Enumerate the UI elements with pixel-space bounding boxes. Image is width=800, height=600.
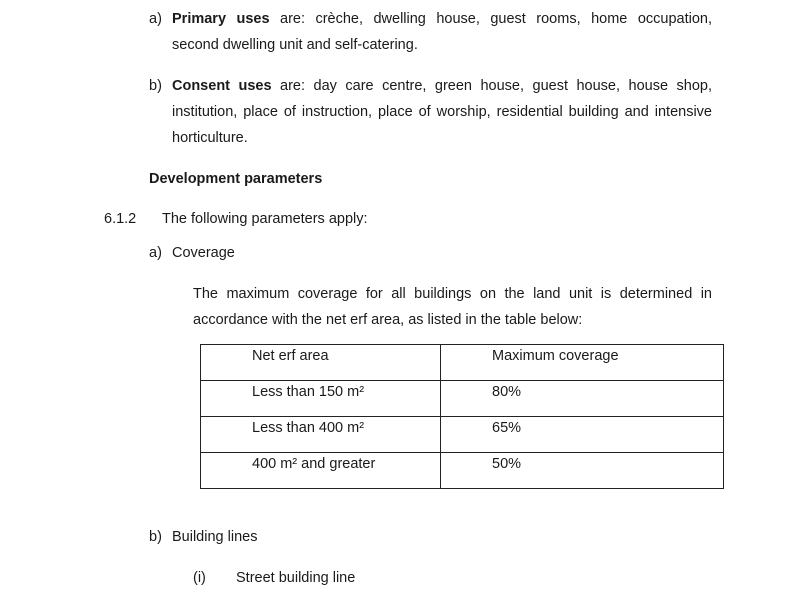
header-net-erf-area: Net erf area	[252, 348, 329, 364]
table-row	[201, 381, 724, 417]
consent-uses-marker: b)	[149, 78, 162, 94]
cell-net-erf-area: 400 m² and greater	[252, 456, 376, 472]
table-cell	[201, 453, 441, 489]
section-text: The following parameters apply:	[162, 211, 368, 227]
coverage-paragraph-line-2: accordance with the net erf area, as listed in the table below:	[193, 312, 583, 328]
street-building-line-title: Street building line	[236, 570, 356, 586]
consent-uses-label: Consent uses	[172, 78, 272, 94]
primary-uses-line-1	[172, 10, 712, 28]
header-maximum-coverage: Maximum coverage	[492, 348, 619, 364]
table-header-row	[201, 345, 724, 381]
cell-maximum-coverage: 80%	[492, 384, 522, 400]
development-parameters-heading: Development parameters	[149, 171, 323, 187]
table-header-cell	[441, 345, 724, 381]
consent-uses-line-3: horticulture.	[172, 130, 248, 146]
building-lines-title: Building lines	[172, 529, 258, 545]
coverage-table	[200, 344, 724, 489]
building-lines-marker: b)	[149, 529, 162, 545]
consent-uses-line-1	[172, 77, 712, 95]
street-building-line-marker: (i)	[193, 570, 206, 586]
cell-maximum-coverage: 50%	[492, 456, 522, 472]
coverage-marker: a)	[149, 245, 162, 261]
table-row	[201, 453, 724, 489]
primary-uses-marker: a)	[149, 11, 162, 27]
section-number: 6.1.2	[104, 211, 137, 227]
cell-net-erf-area: Less than 150 m²	[252, 384, 365, 400]
table-row	[201, 417, 724, 453]
consent-uses-line-2: institution, place of instruction, place of worship, residential building and intensive	[172, 104, 712, 120]
coverage-title: Coverage	[172, 245, 235, 261]
coverage-paragraph-line-1: The maximum coverage for all buildings on the land unit is determined in	[193, 286, 712, 302]
table-cell	[441, 417, 724, 453]
table-cell	[441, 453, 724, 489]
primary-uses-label: Primary uses	[172, 11, 270, 27]
cell-maximum-coverage: 65%	[492, 420, 522, 436]
table-cell	[441, 381, 724, 417]
consent-uses-text: are: day care centre, green house, guest house, house shop,	[271, 78, 712, 94]
table-cell	[201, 417, 441, 453]
table-cell	[201, 381, 441, 417]
primary-uses-text: are: crèche, dwelling house, guest rooms, home occupation,	[269, 11, 712, 27]
table-header-cell	[201, 345, 441, 381]
cell-net-erf-area: Less than 400 m²	[252, 420, 365, 436]
primary-uses-line-2: second dwelling unit and self-catering.	[172, 37, 418, 53]
